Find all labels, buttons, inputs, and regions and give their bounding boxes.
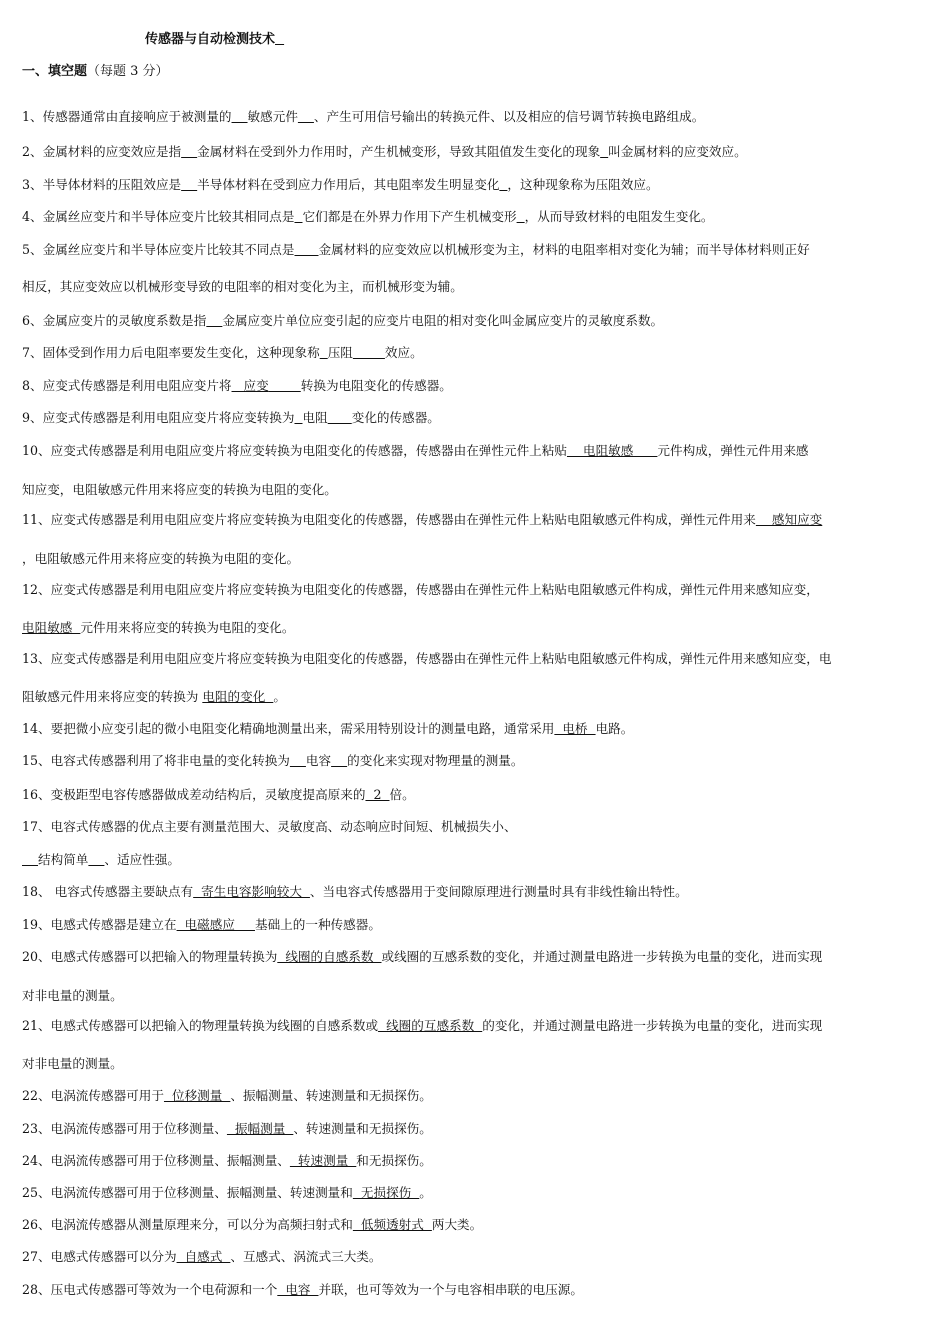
answer-blank	[206, 313, 222, 328]
question-text: 3、半导体材料的压阻效应是	[22, 177, 182, 192]
question-line-l10b	[22, 481, 932, 499]
question-text: 14、要把微小应变引起的微小电阻变化精确地测量出来，需采用特别设计的测量电路，通常采用	[22, 721, 555, 736]
question-text: ，这种现象称为压阻效应。	[507, 177, 659, 192]
question-text: 26、电涡流传感器从测量原理来分，可以分为高频扫射式和	[22, 1217, 353, 1232]
question-text: 的变化，并通过测量电路进一步转换为电量的变化，进而实现	[482, 1018, 823, 1033]
section-heading	[22, 60, 169, 79]
answer-blank	[294, 242, 318, 257]
question-text: 倍。	[389, 787, 415, 802]
question-text: 元件用来将应变的转换为电阻的变化。	[80, 620, 295, 635]
question-line-l18	[22, 883, 932, 901]
answer-blank	[331, 753, 347, 768]
question-text: ，电阻敏感元件用来将应变的转换为电阻的变化。	[22, 551, 300, 566]
question-line-l15	[22, 752, 932, 770]
question-line-l12a	[22, 581, 932, 599]
question-line-l5b	[22, 278, 932, 296]
question-text: 9、应变式传感器是利用电阻应变片将应变转换为	[22, 410, 295, 425]
question-text: 、适应性强。	[104, 852, 180, 867]
answer-blank	[88, 852, 104, 867]
question-text: 18、 电容式传感器主要缺点有	[22, 884, 194, 899]
section-heading-label: 一、填空题	[22, 64, 88, 79]
question-text: 16、变极距型电容传感器做成差动结构后，灵敏度提高原来的	[22, 787, 366, 802]
answer-blank: 电磁感应	[176, 917, 255, 932]
question-text: 4、金属丝应变片和半导体应变片比较其相同点是	[22, 209, 295, 224]
answer-blank	[294, 410, 302, 425]
answer-blank: 位移测量	[163, 1088, 231, 1103]
question-text: 金属材料在受到外力作用时，产生机械变形，导致其阻值发生变化的现象	[197, 144, 601, 159]
question-line-l13a	[22, 650, 932, 668]
question-text: 8、应变式传感器是利用电阻应变片将	[22, 378, 232, 393]
answer-blank	[269, 378, 301, 393]
question-line-l21a	[22, 1017, 932, 1035]
question-text: 17、电容式传感器的优点主要有测量范围大、灵敏度高、动态响应时间短、机械损失小、	[22, 819, 517, 834]
document-title	[145, 28, 284, 47]
answer-blank	[290, 753, 306, 768]
question-line-l17a	[22, 818, 932, 836]
question-text: 22、电涡流传感器可用于	[22, 1088, 164, 1103]
question-text: 基础上的一种传感器。	[254, 917, 381, 932]
answer-blank: 低频透射式	[352, 1217, 432, 1232]
question-text: 、当电容式传感器用于变间隙原理进行测量时具有非线性输出特性。	[309, 884, 688, 899]
answer-blank: 应变	[231, 378, 269, 393]
question-line-l4	[22, 208, 932, 226]
question-text: 的变化来实现对物理量的测量。	[347, 753, 524, 768]
answer-blank	[22, 852, 38, 867]
answer-blank	[517, 209, 525, 224]
answer-blank: 电阻的变化	[202, 689, 274, 704]
question-line-l1	[22, 108, 932, 126]
question-text: 它们都是在外界力作用下产生机械变形	[302, 209, 517, 224]
question-text: 电容	[305, 753, 332, 768]
question-text: 或线圈的互感系数的变化，并通过测量电路进一步转换为电量的变化，进而实现	[381, 949, 823, 964]
question-line-l21b	[22, 1055, 932, 1073]
question-text: 知应变，电阻敏感元件用来将应变的转换为电阻的变化。	[22, 482, 337, 497]
answer-blank	[294, 209, 302, 224]
question-text: 1、传感器通常由直接响应于被测量的	[22, 109, 232, 124]
question-line-l11a	[22, 511, 932, 529]
answer-blank: 寄生电容影响较大	[193, 884, 310, 899]
answer-blank: 2	[365, 787, 390, 802]
question-text: 相反，其应变效应以机械形变导致的电阻率的相对变化为主，而机械形变为辅。	[22, 279, 463, 294]
question-line-l14	[22, 720, 932, 738]
question-line-l10a	[22, 442, 932, 460]
question-line-l25	[22, 1184, 932, 1202]
answer-blank: 线圈的自感系数	[277, 949, 382, 964]
question-line-l13b	[22, 688, 932, 706]
answer-blank	[353, 345, 385, 360]
question-text: 对非电量的测量。	[22, 1056, 123, 1071]
question-line-l17b	[22, 851, 932, 869]
question-text: 。	[419, 1185, 432, 1200]
answer-blank: 感知应变	[755, 512, 823, 527]
question-text: 21、电感式传感器可以把输入的物理量转换为线圈的自感系数或	[22, 1018, 379, 1033]
question-text: 敏感元件	[247, 109, 298, 124]
question-text: 12、应变式传感器是利用电阻应变片将应变转换为电阻变化的传感器，传感器由在弹性元件上粘贴电阻敏感元件构成，弹性元件用来感知应变，	[22, 582, 819, 597]
question-text: 转换为电阻变化的传感器。	[300, 378, 452, 393]
answer-blank: 线圈的互感系数	[378, 1018, 483, 1033]
question-line-l20a	[22, 948, 932, 966]
question-text: 。	[273, 689, 286, 704]
question-text: 25、电涡流传感器可用于位移测量、振幅测量、转速测量和	[22, 1185, 353, 1200]
question-text: 压阻	[327, 345, 353, 360]
question-text: 15、电容式传感器利用了将非电量的变化转换为	[22, 753, 290, 768]
answer-blank	[232, 109, 248, 124]
answer-blank	[320, 345, 328, 360]
question-text: 6、金属应变片的灵敏度系数是指	[22, 313, 207, 328]
question-text: 、转速测量和无损探伤。	[293, 1121, 432, 1136]
answer-blank: 转速测量	[289, 1153, 357, 1168]
question-line-l24	[22, 1152, 932, 1170]
question-text: 元件构成，弹性元件用来感	[657, 443, 809, 458]
question-line-l9	[22, 409, 932, 427]
question-line-l22	[22, 1087, 932, 1105]
question-text: 、产生可用信号输出的转换元件、以及相应的信号调节转换电路组成。	[313, 109, 705, 124]
question-text: 19、电感式传感器是建立在	[22, 917, 177, 932]
question-line-l27	[22, 1248, 932, 1266]
question-text: 效应。	[384, 345, 423, 360]
question-text: 半导体材料在受到应力作用后，其电阻率发生明显变化	[197, 177, 500, 192]
answer-blank: 电容	[277, 1282, 319, 1297]
question-text: 28、压电式传感器可等效为一个电荷源和一个	[22, 1282, 278, 1297]
question-text: 结构简单	[38, 852, 89, 867]
question-text: 金属材料的应变效应以机械形变为主，材料的电阻率相对变化为辅；而半导体材料则正好	[318, 242, 810, 257]
question-text: 和无损探伤。	[356, 1153, 432, 1168]
question-text: 27、电感式传感器可以分为	[22, 1249, 177, 1264]
question-text: 叫金属材料的应变效应。	[608, 144, 747, 159]
question-text: 电阻	[302, 410, 328, 425]
question-line-l11b	[22, 550, 932, 568]
answer-blank: 振幅测量	[226, 1121, 294, 1136]
question-line-l5a	[22, 241, 932, 259]
question-text: 7、固体受到作用力后电阻率要发生变化，这种现象称	[22, 345, 320, 360]
title-underline	[275, 32, 284, 47]
answer-blank: 自感式	[176, 1249, 231, 1264]
question-text: 金属应变片单位应变引起的应变片电阻的相对变化叫金属应变片的灵敏度系数。	[222, 313, 664, 328]
question-text: 10、应变式传感器是利用电阻应变片将应变转换为电阻变化的传感器，传感器由在弹性元件上粘贴	[22, 443, 567, 458]
answer-blank: 电阻敏感	[566, 443, 658, 458]
question-text: 两大类。	[431, 1217, 483, 1232]
answer-blank	[328, 410, 352, 425]
question-text: 11、应变式传感器是利用电阻应变片将应变转换为电阻变化的传感器，传感器由在弹性元件上粘贴电阻敏感元件构成，弹性元件用来	[22, 512, 756, 527]
question-line-l16	[22, 786, 932, 804]
question-text: 电路。	[595, 721, 634, 736]
question-text: 20、电感式传感器可以把输入的物理量转换为	[22, 949, 278, 964]
question-text: 并联，也可等效为一个与电容相串联的电压源。	[318, 1282, 583, 1297]
question-line-l8	[22, 377, 932, 395]
answer-blank	[181, 144, 197, 159]
answer-blank: 电阻敏感	[22, 620, 81, 635]
question-line-l23	[22, 1120, 932, 1138]
question-text: 23、电涡流传感器可用于位移测量、	[22, 1121, 227, 1136]
question-line-l3	[22, 176, 932, 194]
answer-blank	[181, 177, 197, 192]
question-text: 2、金属材料的应变效应是指	[22, 144, 182, 159]
question-line-l19	[22, 916, 932, 934]
question-text: ，从而导致材料的电阻发生变化。	[524, 209, 714, 224]
question-line-l26	[22, 1216, 932, 1234]
title-text: 传感器与自动检测技术	[145, 32, 276, 47]
question-line-l20b	[22, 987, 932, 1005]
question-text: 5、金属丝应变片和半导体应变片比较其不同点是	[22, 242, 295, 257]
answer-blank	[600, 144, 608, 159]
question-text: 对非电量的测量。	[22, 988, 123, 1003]
question-text: 13、应变式传感器是利用电阻应变片将应变转换为电阻变化的传感器，传感器由在弹性元件上粘贴电阻敏感元件构成，弹性元件用来感知应变，电	[22, 651, 832, 666]
answer-blank	[298, 109, 314, 124]
question-text: 变化的传感器。	[351, 410, 440, 425]
question-text: 、互感式、涡流式三大类。	[230, 1249, 382, 1264]
section-heading-note: （每题 3 分）	[87, 64, 169, 79]
answer-blank: 无损探伤	[352, 1185, 420, 1200]
answer-blank: 电桥	[554, 721, 596, 736]
question-text: 24、电涡流传感器可用于位移测量、振幅测量、	[22, 1153, 290, 1168]
question-text: 阻敏感元件用来将应变的转换为	[22, 689, 203, 704]
question-line-l6	[22, 312, 932, 330]
question-line-l28	[22, 1281, 932, 1299]
question-line-l2	[22, 143, 932, 161]
question-text: 、振幅测量、转速测量和无损探伤。	[230, 1088, 432, 1103]
question-line-l7	[22, 344, 932, 362]
question-line-l12b	[22, 619, 932, 637]
